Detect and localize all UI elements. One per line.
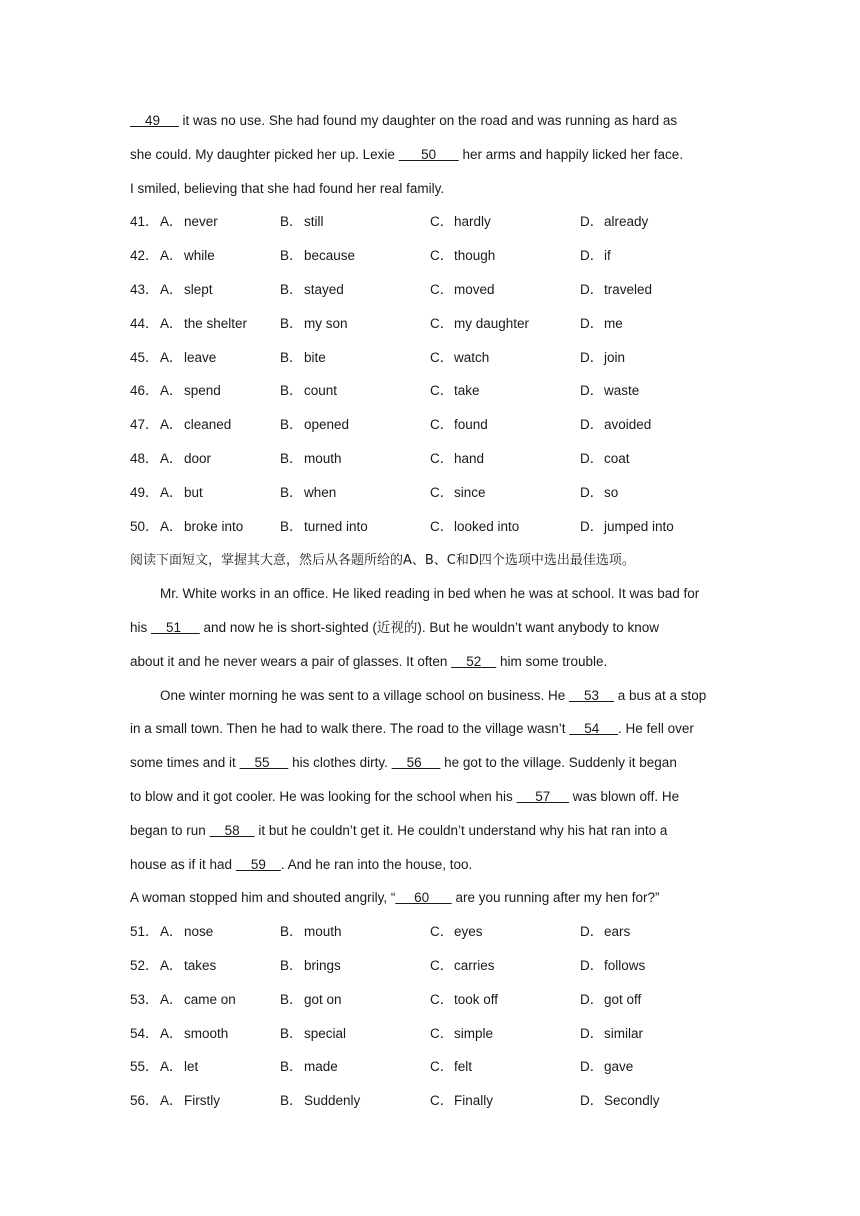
option-b: [280, 1050, 430, 1084]
question-row: [130, 1017, 740, 1051]
option-c: [430, 1017, 580, 1051]
question-number: 54．: [130, 1025, 159, 1041]
option-text: nose: [184, 924, 214, 940]
option-a: [160, 1050, 280, 1084]
question-row: [130, 239, 740, 273]
option-d: [580, 307, 730, 341]
passage-text: her arms and happily licked her face.: [458, 146, 684, 162]
passage-line: [130, 848, 740, 882]
option-text: special: [304, 1025, 347, 1041]
option-letter: D．: [580, 924, 604, 940]
passage-text: he got to the village. Suddenly it began: [440, 755, 677, 771]
option-d: [580, 341, 730, 375]
option-letter: C．: [430, 281, 454, 297]
blank-58: 58: [209, 822, 255, 838]
option-text: came on: [184, 991, 236, 1007]
question-row: [130, 341, 740, 375]
passage-text: Mr. White works in an office. He liked reading in bed when he was at school. It was bad for: [160, 586, 700, 602]
question-row: [130, 476, 740, 510]
passage-text: it was no use. She had found my daughter on the road and was running as hard as: [178, 113, 678, 128]
blank-57: 57: [516, 788, 570, 804]
option-c: [430, 949, 580, 983]
option-text: join: [604, 349, 626, 365]
blank-56: 56: [391, 755, 441, 771]
option-letter: B．: [280, 957, 303, 973]
question-row: [130, 408, 740, 442]
option-d: [580, 983, 730, 1017]
option-text: slept: [184, 281, 213, 297]
option-text: the shelter: [184, 315, 248, 331]
option-letter: B．: [280, 248, 303, 264]
option-letter: B．: [280, 450, 303, 466]
option-text: still: [304, 214, 324, 230]
option-text: gave: [604, 1059, 634, 1075]
option-text: never: [184, 214, 218, 230]
option-text: let: [184, 1059, 199, 1075]
option-text: watch: [454, 349, 490, 365]
option-d: [580, 510, 730, 544]
question-number: 50．: [130, 518, 159, 534]
option-d: [580, 273, 730, 307]
option-b: [280, 1084, 430, 1118]
option-text: leave: [184, 349, 217, 365]
passage-text: she could. My daughter picked her up. Lexie: [130, 146, 399, 162]
option-b: [280, 442, 430, 476]
option-a: [160, 374, 280, 408]
passage-text: . He fell over: [618, 721, 694, 737]
question-row: [130, 307, 740, 341]
option-letter: A．: [160, 1093, 183, 1109]
option-letter: A．: [160, 248, 183, 264]
blank-59: 59: [235, 856, 281, 872]
option-c: [430, 205, 580, 239]
passage-line: [130, 104, 740, 138]
question-number: 44．: [130, 315, 159, 331]
option-text: avoided: [604, 417, 652, 433]
option-letter: D．: [580, 315, 604, 331]
option-letter: C．: [430, 484, 454, 500]
option-text: jumped into: [604, 518, 674, 534]
passage-line: [130, 746, 740, 780]
option-text: similar: [604, 1025, 643, 1041]
passage-text: One winter morning he was sent to a village school on business. He: [160, 687, 569, 703]
option-text: hardly: [454, 214, 491, 230]
option-letter: B．: [280, 281, 303, 297]
question-number: 47．: [130, 417, 159, 433]
option-text: smooth: [184, 1025, 229, 1041]
option-c: [430, 1050, 580, 1084]
blank-50: 50: [398, 146, 459, 162]
passage-line: [130, 814, 740, 848]
option-text: got on: [304, 991, 342, 1007]
option-text: got off: [604, 991, 642, 1007]
option-letter: B．: [280, 924, 303, 940]
question-number: 56．: [130, 1093, 159, 1109]
option-letter: D．: [580, 957, 604, 973]
question-list-41-50: [130, 205, 740, 543]
passage-line: [130, 712, 740, 746]
option-letter: B．: [280, 1025, 303, 1041]
option-a: [160, 205, 280, 239]
option-b: [280, 949, 430, 983]
blank-52: 52: [451, 653, 497, 669]
option-a: [160, 273, 280, 307]
option-letter: D．: [580, 450, 604, 466]
option-letter: A．: [160, 518, 183, 534]
document-page: [130, 104, 740, 1118]
option-text: ears: [604, 924, 631, 940]
option-text: carries: [454, 957, 495, 973]
option-letter: D．: [580, 417, 604, 433]
option-d: [580, 374, 730, 408]
option-a: [160, 239, 280, 273]
option-letter: D．: [580, 484, 604, 500]
option-letter: C．: [430, 214, 454, 230]
question-list-51-56: [130, 915, 740, 1118]
option-d: [580, 476, 730, 510]
option-text: Suddenly: [304, 1093, 361, 1109]
option-letter: C．: [430, 315, 454, 331]
option-text: cleaned: [184, 417, 232, 433]
option-b: [280, 239, 430, 273]
passage-text: was blown off. He: [569, 788, 680, 804]
option-text: broke into: [184, 518, 244, 534]
option-a: [160, 1017, 280, 1051]
option-a: [160, 983, 280, 1017]
option-text: mouth: [304, 450, 342, 466]
passage-text: . And he ran into the house, too.: [280, 856, 473, 872]
option-d: [580, 1084, 730, 1118]
option-letter: A．: [160, 383, 183, 399]
question-row: [130, 374, 740, 408]
passage-line: [130, 780, 740, 814]
option-letter: C．: [430, 450, 454, 466]
option-text: Secondly: [604, 1093, 660, 1109]
option-text: Finally: [454, 1093, 494, 1109]
question-number: 53．: [130, 991, 159, 1007]
option-letter: B．: [280, 1059, 303, 1075]
option-d: [580, 408, 730, 442]
option-letter: A．: [160, 450, 183, 466]
question-number: 51．: [130, 924, 159, 940]
blank-51: 51: [151, 619, 200, 635]
option-letter: D．: [580, 281, 604, 297]
option-letter: B．: [280, 383, 303, 399]
question-row: [130, 1050, 740, 1084]
option-b: [280, 205, 430, 239]
option-a: [160, 915, 280, 949]
option-c: [430, 341, 580, 375]
option-letter: A．: [160, 991, 183, 1007]
option-d: [580, 949, 730, 983]
option-text: though: [454, 248, 496, 264]
option-d: [580, 239, 730, 273]
question-number: 52．: [130, 957, 159, 973]
question-number: 49．: [130, 484, 159, 500]
option-letter: D．: [580, 1059, 604, 1075]
option-a: [160, 341, 280, 375]
option-a: [160, 442, 280, 476]
option-letter: C．: [430, 349, 454, 365]
option-letter: D．: [580, 1093, 604, 1109]
passage-text: a bus at a stop: [614, 687, 707, 703]
option-b: [280, 1017, 430, 1051]
section-instruction: [130, 543, 740, 577]
option-letter: D．: [580, 1025, 604, 1041]
option-letter: D．: [580, 991, 604, 1007]
option-letter: A．: [160, 957, 183, 973]
option-letter: A．: [160, 417, 183, 433]
question-number: 43．: [130, 281, 159, 297]
option-text: spend: [184, 383, 221, 399]
question-number: 48．: [130, 450, 159, 466]
option-text: takes: [184, 957, 217, 973]
option-letter: C．: [430, 518, 454, 534]
passage-text: in a small town. Then he had to walk there. The road to the village wasn’t: [130, 721, 570, 737]
option-text: while: [184, 248, 215, 264]
option-b: [280, 307, 430, 341]
option-letter: C．: [430, 957, 454, 973]
option-text: turned into: [304, 518, 368, 534]
option-a: [160, 510, 280, 544]
option-text: waste: [604, 383, 640, 399]
option-text: so: [604, 484, 619, 500]
option-letter: A．: [160, 281, 183, 297]
option-letter: D．: [580, 518, 604, 534]
option-b: [280, 915, 430, 949]
option-text: took off: [454, 991, 499, 1007]
option-c: [430, 307, 580, 341]
question-number: 45．: [130, 349, 159, 365]
option-letter: B．: [280, 991, 303, 1007]
option-text: since: [454, 484, 486, 500]
option-text: when: [304, 484, 337, 500]
blank-53: 53: [568, 687, 614, 703]
option-text: found: [454, 417, 488, 433]
option-d: [580, 205, 730, 239]
option-text: made: [304, 1059, 338, 1075]
option-text: moved: [454, 281, 495, 297]
option-c: [430, 510, 580, 544]
passage-line: [130, 138, 740, 172]
option-d: [580, 442, 730, 476]
passage-text: it but he couldn’t get it. He couldn’t understand why his hat ran into a: [254, 822, 668, 838]
option-text: count: [304, 383, 338, 399]
passage-text: to blow and it got cooler. He was looking for the school when his: [130, 788, 517, 804]
option-letter: B．: [280, 518, 303, 534]
option-text: coat: [604, 450, 630, 466]
question-row: [130, 273, 740, 307]
question-number: 42．: [130, 248, 159, 264]
option-a: [160, 307, 280, 341]
option-b: [280, 983, 430, 1017]
option-c: [430, 476, 580, 510]
option-letter: A．: [160, 924, 183, 940]
option-c: [430, 983, 580, 1017]
option-letter: B．: [280, 1093, 303, 1109]
blank-54: 54: [569, 721, 619, 737]
passage-text: A woman stopped him and shouted angrily, “: [130, 890, 396, 906]
option-text: door: [184, 450, 212, 466]
option-letter: B．: [280, 315, 303, 331]
option-letter: B．: [280, 484, 303, 500]
option-text: because: [304, 248, 356, 264]
option-letter: A．: [160, 1025, 183, 1041]
option-text: traveled: [604, 281, 653, 297]
option-letter: D．: [580, 383, 604, 399]
option-c: [430, 408, 580, 442]
option-letter: A．: [160, 315, 183, 331]
option-c: [430, 273, 580, 307]
option-letter: C．: [430, 248, 454, 264]
option-b: [280, 408, 430, 442]
option-text: my son: [304, 315, 348, 331]
instruction-text: 阅读下面短文，掌握其大意，然后从各题所给的A、B、C和D四个选项中选出最佳选项。: [130, 553, 635, 569]
option-c: [430, 1084, 580, 1118]
option-text: simple: [454, 1025, 494, 1041]
question-row: [130, 949, 740, 983]
option-c: [430, 374, 580, 408]
passage-text: his clothes dirty.: [288, 755, 392, 771]
question-row: [130, 983, 740, 1017]
option-b: [280, 510, 430, 544]
passage-text: about it and he never wears a pair of glasses. It often: [130, 653, 452, 669]
passage-line: [130, 172, 740, 206]
question-row: [130, 915, 740, 949]
option-text: eyes: [454, 924, 483, 940]
question-row: [130, 205, 740, 239]
passage-text: I smiled, believing that she had found her real family.: [130, 180, 445, 196]
question-number: 41．: [130, 214, 159, 230]
option-letter: A．: [160, 349, 183, 365]
option-letter: C．: [430, 924, 454, 940]
option-letter: B．: [280, 214, 303, 230]
option-d: [580, 1050, 730, 1084]
option-text: but: [184, 484, 203, 500]
blank-60: 60: [395, 890, 452, 906]
passage-text: are you running after my hen for?”: [451, 890, 660, 906]
option-letter: A．: [160, 1059, 183, 1075]
passage-text: some times and it: [130, 755, 240, 771]
blank-49: 49: [130, 113, 179, 128]
option-b: [280, 273, 430, 307]
passage-line: [130, 577, 740, 611]
option-text: bite: [304, 349, 326, 365]
blank-55: 55: [239, 755, 289, 771]
passage-line: [130, 611, 740, 645]
question-number: 46．: [130, 383, 159, 399]
option-a: [160, 408, 280, 442]
option-letter: C．: [430, 1059, 454, 1075]
option-letter: C．: [430, 383, 454, 399]
passage-text: him some trouble.: [496, 653, 608, 669]
passage-line: [130, 679, 740, 713]
option-text: stayed: [304, 281, 344, 297]
option-b: [280, 374, 430, 408]
option-text: already: [604, 214, 649, 230]
option-text: my daughter: [454, 315, 530, 331]
option-c: [430, 915, 580, 949]
option-letter: D．: [580, 214, 604, 230]
option-letter: C．: [430, 1093, 454, 1109]
option-text: brings: [304, 957, 341, 973]
passage-text: house as if it had: [130, 856, 236, 872]
question-row: [130, 1084, 740, 1118]
option-text: mouth: [304, 924, 342, 940]
option-letter: A．: [160, 484, 183, 500]
passage-text: his: [130, 619, 152, 635]
option-letter: B．: [280, 417, 303, 433]
option-text: follows: [604, 957, 646, 973]
passage-text: and now he is short-sighted (近视的). But he wouldn’t want anybody to know: [199, 619, 660, 635]
option-text: felt: [454, 1059, 473, 1075]
option-text: me: [604, 315, 623, 331]
option-text: looked into: [454, 518, 520, 534]
option-a: [160, 949, 280, 983]
passage-text: began to run: [130, 822, 210, 838]
option-letter: A．: [160, 214, 183, 230]
passage-line: [130, 645, 740, 679]
option-text: Firstly: [184, 1093, 220, 1109]
question-number: 55．: [130, 1059, 159, 1075]
option-letter: D．: [580, 349, 604, 365]
option-letter: C．: [430, 417, 454, 433]
option-b: [280, 341, 430, 375]
option-text: opened: [304, 417, 350, 433]
option-text: take: [454, 383, 480, 399]
option-c: [430, 239, 580, 273]
option-letter: C．: [430, 991, 454, 1007]
option-d: [580, 915, 730, 949]
option-c: [430, 442, 580, 476]
option-d: [580, 1017, 730, 1051]
option-b: [280, 476, 430, 510]
option-text: if: [604, 248, 611, 264]
option-a: [160, 476, 280, 510]
option-text: hand: [454, 450, 485, 466]
question-row: [130, 510, 740, 544]
option-letter: D．: [580, 248, 604, 264]
option-a: [160, 1084, 280, 1118]
option-letter: B．: [280, 349, 303, 365]
option-letter: C．: [430, 1025, 454, 1041]
question-row: [130, 442, 740, 476]
passage-line: [130, 881, 740, 915]
